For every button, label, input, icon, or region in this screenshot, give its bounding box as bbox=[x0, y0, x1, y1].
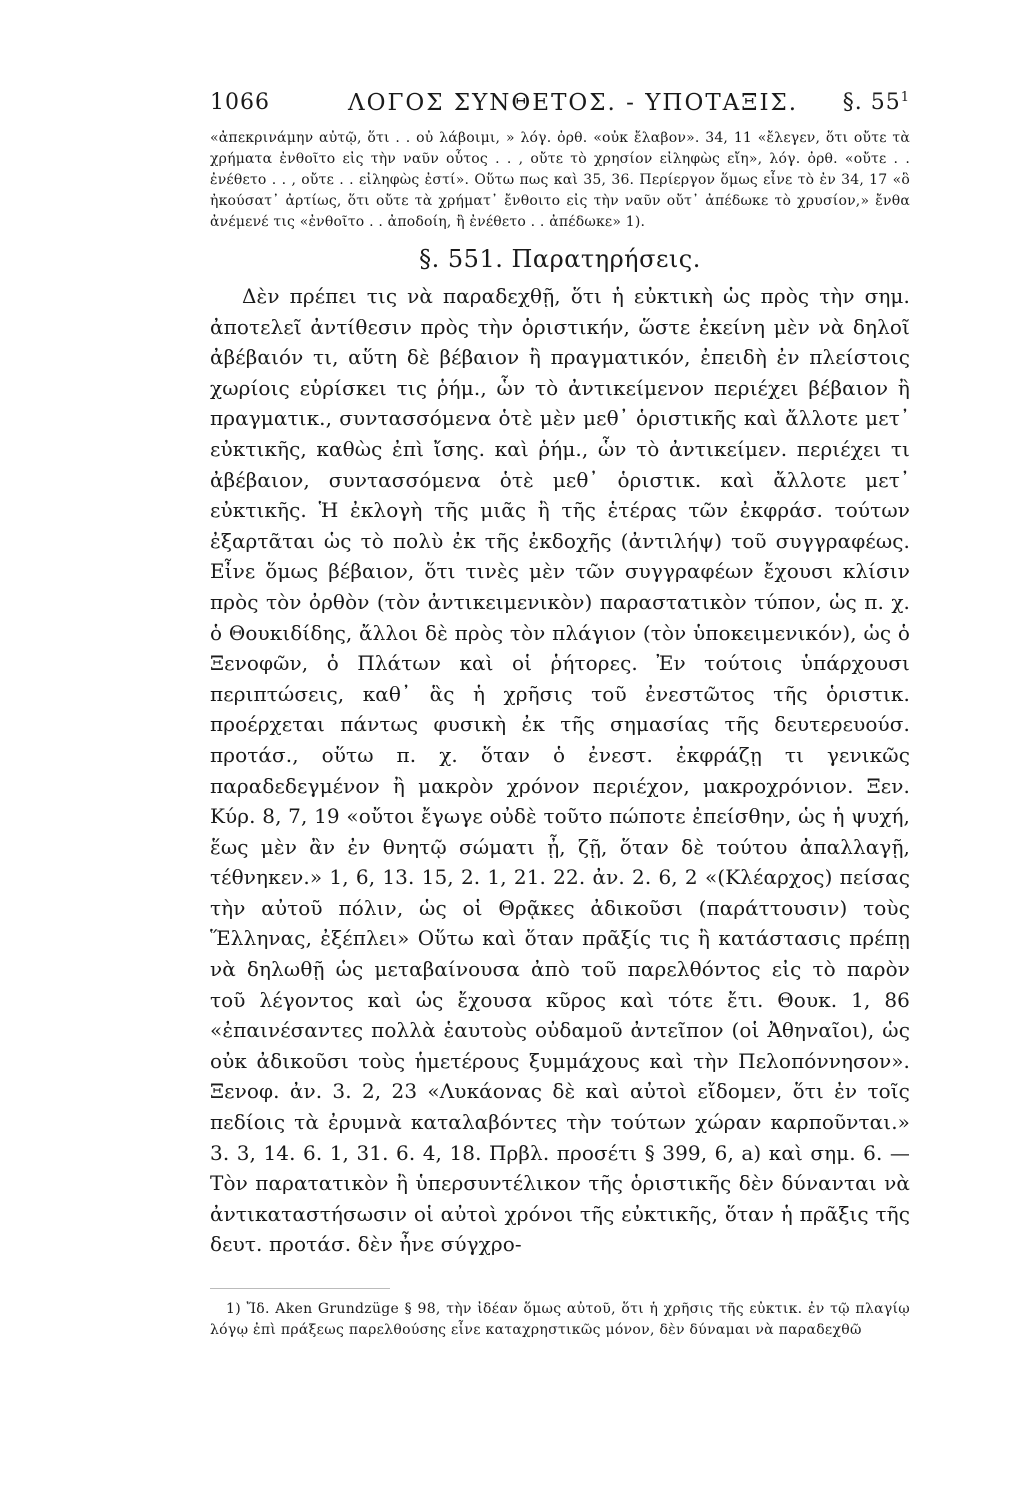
previous-section-text: «ἀπεκρινάμην αὐτῷ, ὅτι . . οὐ λάβοιμι, » λόγ. ὀρθ. «οὐκ ἔλαβον». 34, 11 «ἔλεγεν, ὅτι οὔτε τὰ χρήματα ἐνθοῖτο εἰς τὴν ναῦν οὗτος . . , οὔτε τὸ χρησίον εἰληφὼς εἴη», λόγ. ὀρθ. «οὔτε . . ἐνέθετο . . , οὔτε . . εἰληφὼς ἐστί». Οὕτω πως καὶ 35, 36. Περίεργον ὅμως εἶνε τὸ ἐν 34, 17 «ὃ ἠκούσατ᾽ ἀρτίως, ὅτι οὔτε τὰ χρήματ᾽ ἔνθοιτο εἰς τὴν ναῦν οὔτ᾽ ἀπέδωκε τὸ χρυσίον,» ἔνθα ἀνέμενέ τις «ἐνθοῖτο . . ἀποδοίη, ἢ ἐνέθετο . . ἀπέδωκε» 1). bbox=[210, 130, 910, 230]
footnote: 1) Ἴδ. Aken Grundzüge § 98, τὴν ἰδέαν ὅμως αὐτοῦ, ὅτι ἡ χρῆσις τῆς εὐκτικ. ἐν τῷ πλαγίῳ λόγῳ ἐπὶ πράξεως παρελθούσης εἶνε καταχρηστικῶς μόνον, δὲν δύναμαι νὰ παραδεχθῶ bbox=[210, 1301, 910, 1338]
section-number: §. 55 bbox=[842, 90, 901, 115]
body-paragraph: Δὲν πρέπει τις νὰ παραδεχθῇ, ὅτι ἡ εὐκτικὴ ὡς πρὸς τὴν σημ. ἀποτελεῖ ἀντίθεσιν πρὸς τὴν ὁριστικήν, ὥστε ἐκείνη μὲν νὰ δηλοῖ ἀβέβαιόν τι, αὕτη δὲ βέβαιον ἢ πραγματικόν, ἐπειδὴ ἐν πλείστοις χωρίοις εὑρίσκει τις ῥήμ., ὧν τὸ ἀντικείμενον περιέχει βέβαιον ἢ πραγματικ., συντασσόμενα ὁτὲ μὲν μεθ᾽ ὁριστικῆς καὶ ἄλλοτε μετ᾽ εὐκτικῆς, καθὼς ἐπὶ ἴσης. καὶ ῥήμ., ὧν τὸ ἀντικείμεν. περιέχει τι ἀβέβαιον, συντασσόμενα ὁτὲ μεθ᾽ ὁριστικ. καὶ ἄλλοτε μετ᾽ εὐκτικῆς. Ἡ ἐκλογὴ τῆς μιᾶς ἢ τῆς ἑτέρας τῶν ἐκφράσ. τούτων ἐξαρτᾶται ὡς τὸ πολὺ ἐκ τῆς ἐκδοχῆς (ἀντιλήψ) τοῦ συγγραφέως. Εἶνε ὅμως βέβαιον, ὅτι τινὲς μὲν τῶν συγγραφέων ἔχουσι κλίσιν πρὸς τὸν ὀρθὸν (τὸν ἀντικειμενικὸν) παραστατικὸν τύπον, ὡς π. χ. ὁ Θουκιδίδης, ἄλλοι δὲ πρὸς τὸν πλάγιον (τὸν ὑποκειμενικόν), ὡς ὁ Ξενοφῶν, ὁ Πλάτων καὶ οἱ ῥήτορες. Ἐν τούτοις ὑπάρχουσι περιπτώσεις, καθ᾽ ἃς ἡ χρῆσις τοῦ ἐνεστῶτος τῆς ὁριστικ. προέρχεται πάντως φυσικὴ ἐκ τῆς σημασίας τῆς δευτερευούσ. προτάσ., οὕτω π. χ. ὅταν ὁ ἐνεστ. ἐκφράζῃ τι γενικῶς παραδεδεγμένον ἢ μακρὸν χρόνον περιέχον, μακροχρόνιον. Ξεν. Κύρ. 8, 7, 19 «οὔτοι ἔγωγε οὐδὲ τοῦτο πώποτε ἐπείσθην, ὡς ἡ ψυχή, ἕως μὲν ἂν ἐν θνητῷ σώματι ᾖ, ζῇ, ὅταν δὲ τούτου ἀπαλλαγῇ, τέθνηκεν.» 1, 6, 13. 15, 2. 1, 21. 22. ἀν. 2. 6, 2 «(Κλέαρχος) πείσας τὴν αὐτοῦ πόλιν, ὡς οἱ Θρᾷκες ἀδικοῦσι (παράττουσιν) τοὺς Ἕλληνας, ἐξέπλει» Οὕτω καὶ ὅταν πρᾶξίς τις ἢ κατάστασις πρέπῃ νὰ δηλωθῇ ὡς μεταβαίνουσα ἀπὸ τοῦ παρελθόντος εἰς τὸ παρὸν τοῦ λέγοντος καὶ ὡς ἔχουσα κῦρος καὶ τότε ἔτι. Θουκ. 1, 86 «ἐπαινέσαντες πολλὰ ἑαυτοὺς οὐδαμοῦ ἀντεῖπον (οἱ Ἀθηναῖοι), ὡς οὐκ ἀδικοῦσι τοὺς ἡμετέρους ξυμμάχους καὶ τὴν Πελοπόννησον». Ξενοφ. ἀν. 3. 2, 23 «Λυκάονας δὲ καὶ αὐτοὶ εἴδομεν, ὅτι ἐν τοῖς πεδίοις τὰ ἐρυμνὰ καταλαβόντες τὴν τούτων χώραν καρποῦνται.» 3. 3, 14. 6. 1, 31. 6. 4, 18. Πρβλ. προσέτι § 399, 6, a) καὶ σημ. 6. — Τὸν παρατατικὸν ἢ ὑπερσυντέλικον τῆς ὁριστικῆς δὲν δύνανται νὰ ἀντικαταστήσωσιν οἱ αὐτοὶ χρόνοι τῆς εὐκτικῆς, ὅταν ἡ πρᾶξις τῆς δευτ. προτάσ. δὲν ἦνε σύγχρο- bbox=[210, 284, 910, 1257]
book-page bbox=[210, 86, 910, 1341]
running-header bbox=[210, 86, 910, 126]
footnote-divider bbox=[210, 1288, 390, 1289]
section-marker bbox=[843, 90, 910, 115]
section-superscript: 1 bbox=[900, 90, 910, 105]
section-heading: §. 551. Παρατηρήσεις. bbox=[419, 245, 701, 273]
page-number: 1066 bbox=[210, 90, 270, 115]
running-title: ΛΟΓΟΣ ΣΥΝΘΕΤΟΣ. - ΥΠΟΤΑΞΙΣ. bbox=[348, 90, 799, 116]
